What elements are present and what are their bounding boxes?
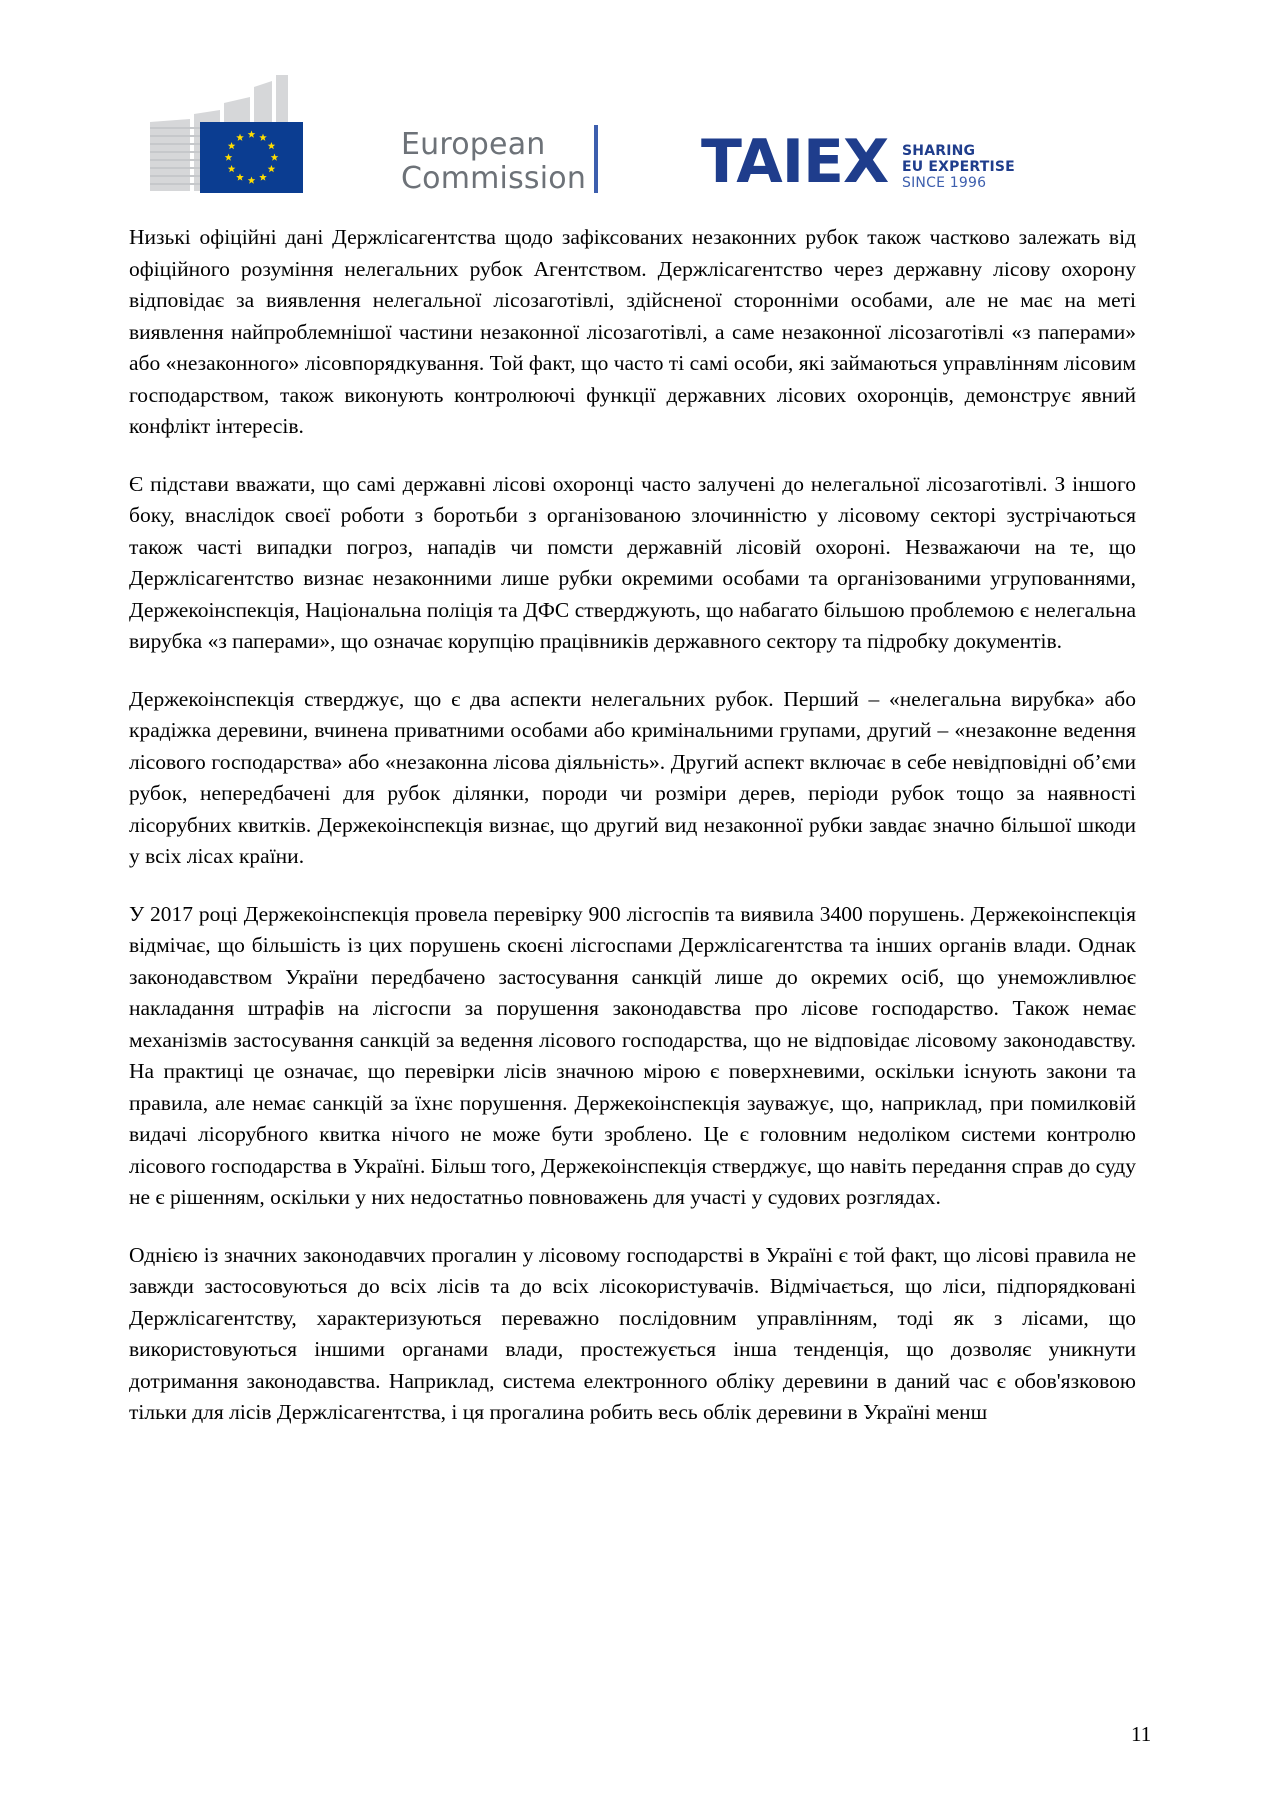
body-text (129, 222, 1136, 1455)
paragraph: У 2017 році Держекоінспекція провела перевірку 900 лісгоспів та виявила 3400 порушень. Держекоінспекція відмічає, що більшість із цих порушень скоєні лісгоспами Держлісагентства та інших органів влади. Однак законодавством України передбачено застосування санкцій лише до окремих осіб, що унеможливлює накладання штрафів на лісгоспи за порушення законодавства про лісове господарство. Також немає механізмів застосування санкцій за ведення лісового господарства, що не відповідає лісовому законодавству. На практиці це означає, що перевірки лісів значною мірою є поверхневими, оскільки існують закони та правила, але немає санкцій за їхнє порушення. Держекоінспекція зауважує, що, наприклад, при помилковій видачі лісорубного квитка нічого не може бути зроблено. Це є головним недоліком системи контролю лісового господарства в Україні. Більш того, Держекоінспекція стверджує, що навіть передання справ до суду не є рішенням, оскільки у них недостатньо повноважень для участі у судових розглядах. (129, 901, 1136, 1209)
european-commission-logo (150, 75, 400, 200)
taiex-tagline-line-2: EU EXPERTISE (902, 159, 1015, 175)
paragraph: Держекоінспекція стверджує, що є два аспекти нелегальних рубок. Перший – «нелегальна вирубка» або крадіжка деревини, вчинена приватними особами або кримінальними групами, другий – «незаконне ведення лісового господарства» або «незаконна лісова діяльність». Другий аспект включає в себе невідповідні об’єми рубок, непередбачені для рубок ділянки, породи чи розміри дерев, періоди рубок тощо за наявності лісорубних квитків. Держекоінспекція визнає, що другий вид незаконної рубки завдає значно більшої шкоди у всіх лісах країни. (129, 686, 1136, 868)
ec-wordmark-line-2: Commission (401, 161, 587, 196)
taiex-tagline-line-1: SHARING (902, 143, 976, 159)
taiex-logo: TAIEX (701, 127, 889, 197)
logo-divider (594, 125, 598, 193)
taiex-tagline-line-3: SINCE 1996 (902, 175, 987, 191)
paragraph: Є підстави вважати, що самі державні лісові охоронці часто залучені до нелегальної лісозаготівлі. З іншого боку, внаслідок своєї роботи з боротьби з організованою злочинністю у лісовому секторі зустрічаються також часті випадки погроз, нападів чи помсти державній лісовій охороні. Незважаючи на те, що Держлісагентство визнає незаконними лише рубки окремими особами та організованими угрупованнями, Держекоінспекція, Національна поліція та ДФС стверджують, що набагато більшою проблемою є нелегальна вирубка «з паперами», що означає корупцію працівників державного сектору та підробку документів. (129, 471, 1136, 653)
paragraph: Низькі офіційні дані Держлісагентства щодо зафіксованих незаконних рубок також частково залежать від офіційного розуміння нелегальних рубок Агентством. Держлісагентство через державну лісову охорону відповідає за виявлення нелегальної лісозаготівлі, здійсненої сторонніми особами, але не має на меті виявлення найпроблемнішої частини незаконної лісозаготівлі, а саме незаконної лісозаготівлі «з паперами» або «незаконного» лісовпорядкування. Той факт, що часто ті самі особи, які займаються управлінням лісовим господарством, також виконують контролюючі функції державних лісових охоронців, демонструє явний конфлікт інтересів. (129, 225, 1136, 438)
page-number: 11 (1131, 1722, 1152, 1746)
taiex-tagline (902, 143, 1015, 191)
ec-wordmark-line-1: European (401, 127, 546, 162)
european-commission-wordmark (401, 128, 586, 196)
paragraph: Однією із значних законодавчих прогалин у лісовому господарстві в Україні є той факт, що лісові правила не завжди застосовуються до всіх лісів та до всіх лісокористувачів. Відмічається, що ліси, підпорядковані Держлісагентству, характеризуються переважно послідовним управлінням, тоді як з лісами, що використовуються іншими органами влади, простежується інша тенденція, що дозволяє уникнути дотримання законодавства. Наприклад, система електронного обліку деревини в даний час є обов'язковою тільки для лісів Держлісагентства, і ця прогалина робить весь облік деревини в Україні менш (129, 1242, 1136, 1424)
page-header (150, 75, 1030, 200)
